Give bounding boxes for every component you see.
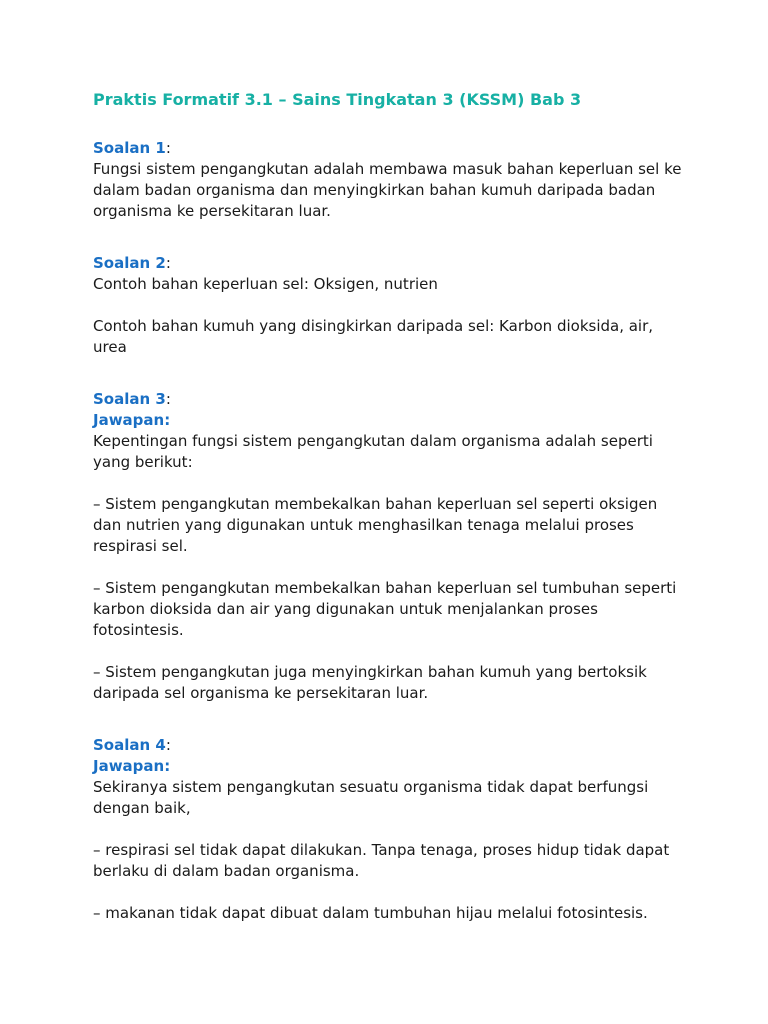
question-4-answer-label: Jawapan:	[93, 757, 171, 775]
question-2-paragraph-1: Contoh bahan keperluan sel: Oksigen, nutrien	[93, 275, 438, 293]
question-2-colon: :	[165, 254, 171, 272]
question-3-label	[93, 389, 683, 410]
question-3-colon: :	[165, 390, 171, 408]
question-4-label-text: Soalan 4	[93, 736, 166, 754]
question-4	[93, 735, 683, 924]
question-3	[93, 389, 683, 704]
question-1-label-text: Soalan 1	[93, 139, 166, 157]
question-1-colon: :	[165, 139, 171, 157]
question-3-answer-label: Jawapan:	[93, 411, 171, 429]
question-4-paragraph-1: Sekiranya sistem pengangkutan sesuatu organisma tidak dapat berfungsi dengan baik,	[93, 778, 649, 817]
question-3-paragraph-2: – Sistem pengangkutan membekalkan bahan keperluan sel seperti oksigen dan nutrien yang digunakan untuk menghasilkan tenaga melalui proses respirasi sel.	[93, 495, 658, 555]
question-4-paragraph-3: – makanan tidak dapat dibuat dalam tumbuhan hijau melalui fotosintesis.	[93, 904, 648, 922]
question-2-label-text: Soalan 2	[93, 254, 166, 272]
question-1-label	[93, 138, 683, 159]
question-4-colon: :	[165, 736, 171, 754]
question-3-paragraph-4: – Sistem pengangkutan juga menyingkirkan bahan kumuh yang bertoksik daripada sel organisma ke persekitaran luar.	[93, 663, 647, 702]
question-4-label	[93, 735, 683, 756]
page-title: Praktis Formatif 3.1 – Sains Tingkatan 3 (KSSM) Bab 3	[93, 90, 582, 109]
question-2-label	[93, 253, 683, 274]
question-1	[93, 138, 683, 222]
question-2-paragraph-2: Contoh bahan kumuh yang disingkirkan daripada sel: Karbon dioksida, air, urea	[93, 317, 654, 356]
question-2	[93, 253, 683, 358]
document-page	[93, 88, 683, 924]
question-3-label-text: Soalan 3	[93, 390, 166, 408]
question-1-answer-paragraph: Fungsi sistem pengangkutan adalah membawa masuk bahan keperluan sel ke dalam badan organisma dan menyingkirkan bahan kumuh daripada badan organisma ke persekitaran luar.	[93, 160, 682, 220]
question-3-paragraph-3: – Sistem pengangkutan membekalkan bahan keperluan sel tumbuhan seperti karbon dioksida dan air yang digunakan untuk menjalankan proses fotosintesis.	[93, 579, 677, 639]
question-3-paragraph-1: Kepentingan fungsi sistem pengangkutan dalam organisma adalah seperti yang berikut:	[93, 432, 653, 471]
question-4-paragraph-2: – respirasi sel tidak dapat dilakukan. Tanpa tenaga, proses hidup tidak dapat berlaku di dalam badan organisma.	[93, 841, 670, 880]
